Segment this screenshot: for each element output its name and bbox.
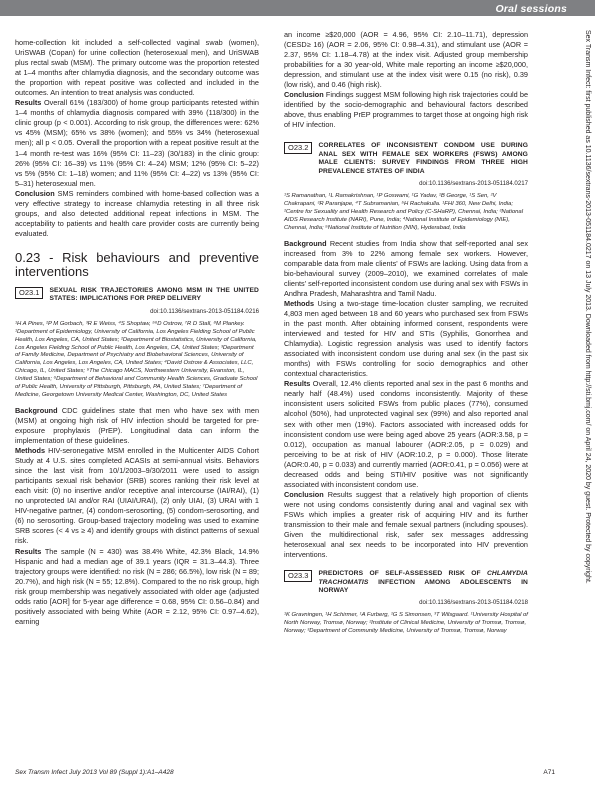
background-paragraph	[15, 406, 259, 446]
intro-paragraph: home-collection kit included a self-collected vaginal swab (women), UriSWAB (Copan) for urine collection (heterosexual men), and UriSWAB plus rectal swab (MSM). The primary outcome was the proportion retested at 1–4 months after chlamydia diagnosis, and the secondary outcome was the proportion with repeat positive was collected and included in the outcomes. An intention to treat analysis was conducted.	[15, 38, 259, 98]
results-paragraph	[15, 98, 259, 188]
abstract3-title	[318, 570, 528, 595]
abstract2-conclusion-paragraph	[284, 490, 528, 560]
footer-journal: Sex Transm Infect July 2013 Vol 89 (Suppl 1):A1–A428	[15, 769, 174, 776]
abstract2-methods-text: Using a two-stage time-location cluster sampling, we recruited 4,803 men aged between 18 and 60 years who purchased sex from FSWs in the past month. After obtaining informed consent, respondents were interviewed and tested for HIV and STIs (Syphilis, Gonorrhea and Chlamydia). Logistic regression analysis was used to identify factors associated with inconsistent condom use during anal sex (in the past six months) with FSWs controlling for socio demographics and other contextual characteristics.	[284, 298, 528, 379]
abstract2-title: CORRELATES OF INCONSISTENT CONDOM USE DURING ANAL SEX WITH FEMALE SEX WORKERS (FSWS) AMONG MALE CLIENTS: SURVEY FINDINGS FROM THREE HIGH PREVALENCE STATES OF INDIA	[318, 142, 528, 175]
background-text: CDC guidelines state that men who have sex with men (MSM) at ongoing high risk of HIV infection should be targeted for pre-exposure prophylaxis (PrEP). Longitudinal data can inform the implementation of these guidelines.	[15, 405, 260, 445]
abstract2-conclusion-label: Conclusion	[284, 489, 324, 499]
abstract-results-label: Results	[15, 546, 42, 556]
abstract2-number: O23.2	[284, 142, 312, 154]
abstract2-results-label: Results	[284, 379, 311, 389]
abstract2-doi[interactable]: doi:10.1136/sextrans-2013-051184.0217	[419, 180, 528, 188]
results-label: Results	[15, 98, 42, 108]
methods-paragraph	[15, 446, 259, 546]
side-note-text: Sex Transm Infect: first published as 10.1136/sextrans-2013-051184.0217 on 13 July 2013. Downloaded from http://sti.bmj.com/ on April 24, 2020 by guest. Protected by copyright.	[584, 30, 591, 584]
abstract-number: O23.1	[15, 287, 43, 299]
abstract2-methods-label: Methods	[284, 298, 314, 308]
right-conclusion-paragraph	[284, 90, 528, 130]
conclusion-label: Conclusion	[15, 188, 55, 198]
footer-page-number: A71	[543, 769, 555, 776]
abstract-results-paragraph	[15, 547, 259, 627]
abstract-o23-2-header	[284, 142, 528, 176]
abstract3-title-prefix: PREDICTORS OF SELF-ASSESSED RISK OF	[318, 570, 487, 578]
abstract2-authors: ¹S Ramanathan, ¹L Ramakrishnan, ¹P Goswami, ¹G Yadav, ¹B George, ¹S Sen, ²V Chakrapani, ³R Paranjape, ⁴T Subramanian, ⁵H Rachakulla. ¹FHI 360, New Delhi, India; ²Centre for Sexuality and Health Research and Policy (C-SHaRP), Chennai, India; ³National AIDS Research Institute (NARI), Pune, India; ⁴National Institute of Epidemiology (NIE), Chennai, India; ⁵National Institute of Nutrition (NIN), Hyderabad, India	[284, 193, 524, 231]
background-label: Background	[15, 405, 58, 415]
abstract2-background-label: Background	[284, 238, 327, 248]
abstract2-results-text: Overall, 12.4% clients reported anal sex in the past 6 months and nearly half (48.4%) used condoms inconsistently. Majority of these inconsistent users solicited FSWs from public places (77%), consumed alcohol (50%), had unprotected vaginal sex (99%) and also reported anal sex with other men (19%). Factors associated with increased odds for inconsistent condom use were being aged above 25 years (AOR:3.58, p = 0.012), occupation as manual labourer (AOR:2.05, p = 0.029) and perceiving to be at risk of HIV (AOR:10.2, p = 0.000). Those literate (AOR:0.40, p = 0.033) and currently married (AOR:0.41, p = 0.056) were at decreased odds and being STI/HIV positive was not significantly associated with inconsistent condom use.	[284, 379, 528, 489]
abstract-o23-1-header	[15, 287, 259, 304]
continued-paragraph: an income ≥$20,000 (AOR = 4.96, 95% CI: 2.10–11.71), depression (CESD≥ 16) (AOR = 2.06, 95% CI: 0.98–4.31), and stimulant use (AOR = 2.37, 95% CI: 1.18–4.78) at the index visit. Adjusted group membership probabilities for a 30 year-old, White male reporting an income ≥$20,000, depression, and stimulant use at the index visit were 0.15 (no risk), 0.39 (low risk), and 0.46 (high risk).	[284, 30, 528, 90]
section-title: 0.23 - Risk behaviours and preventive interventions	[15, 249, 259, 279]
abstract2-background-text: Recent studies from India show that self-reported anal sex increased from 3% to 22% among female sex workers. However, comparable data from male clients' of FSWs are lacking. Using data from a bio-behavioural survey (2009–2010), we examined correlates of male clients' self-reported inconsistent condom use during anal sex with FSWs in Andhra Pradesh, Maharashtra and Tamil Nadu.	[284, 238, 528, 298]
abstract2-methods-paragraph	[284, 299, 528, 379]
methods-text: HIV-seronegative MSM enrolled in the Multicenter AIDS Cohort Study at 4 U.S. sites completed ACASIs at semi-annual visits. Behaviors since the last visit from 10/1/2003–9/30/2011 were used to assign participants sexual risk behavior (SRB) scores ranking their risk level at each visit: (0) no insertive and/or receptive anal intercourse (IAI/RAI), (1) no unprotected IAI and/or RAI (UIAI/URAI), (2) only UIAI, (3) URAI with 1 HIV-negative partner, (4) condom-serosorting, (5) condom-serosorting, and (6) no serosorting. Group-based trajectory modeling was used to examine SRB scores (< 4 vs ≥ 4) and identify groups with distinct patterns of sexual risk.	[15, 446, 259, 546]
conclusion-text: SMS reminders combined with home-based collection was a very effective strategy to increase chlamydia retesting in all three risk groups, and also detected additional repeat infections in MSM. The acceptability to patients and health care provider costs are currently being evaluated.	[15, 188, 259, 238]
abstract-o23-3-header	[284, 570, 528, 595]
abstract2-conclusion-text: Results suggest that a relatively high proportion of clients were not using condoms consistently during anal and vaginal sex with FSWs which implies a greater risk of acquiring HIV and its further transmission to their male and female sexual partners (including spouses). Given the multidirectional risk, safer sex messages addressing heterosexual anal sex needs to be incorporated into HIV prevention interventions.	[284, 489, 528, 560]
abstract3-authors: ¹K Gravningen, ¹H Schirmer, ¹A Furberg, ¹G S Simonsen, ³T Wilsgaard. ¹University Hospital of North Norway, Tromsø, Norway; ²Institute of Clinical Medicine, University of Tromsø, Tromsø, Norway; ³Department of Community Medicine, University of Tromsø, Tromsø, Norway	[284, 612, 528, 635]
left-column	[15, 38, 259, 627]
right-conclusion-text: Findings suggest MSM following high risk trajectories could be identified by the socio-demographic and behavioural factors described above, thus enabling PrEP programmes to target those at ongoing high risk of HIV infection.	[284, 90, 528, 130]
right-column	[284, 30, 528, 642]
results-text: Overall 61% (183/300) of home group participants retested within 1–4 months of chlamydia diagnosis compared with 39% (118/300) in the clinic group (p < 0.001). According to risk group, the differences were: 62% vs 45% (MSM); 65% vs 38% (women); and 55% vs 34% (heterosexual men); all p < 0.05. Overall the proportion with a repeat positive result at the 1–4 month re-test was 16% (95% CI: 11–23) (30/183) in the clinic group: 26% (95% CI: 16–39) vs 11% (95% CI: 4–24) MSM; 12% (95% CI: 5–22) vs 5% (95% CI: 1–18) women; and 11% (95% CI: 4–22) vs 13% (95% CI: 5–31) heterosexual men.	[15, 98, 259, 188]
conclusion-paragraph	[15, 189, 259, 239]
abstract-results-text: The sample (N = 430) was 38.4% White, 42.3% Black, 14.9% Hispanic and had a median age of 39.1 years (IQR = 31.3–44.3). Three trajectory groups were identified: no risk (N = 286; 66.5%), low risk (N = 89; 20.7%), and high risk (N = 55; 12.8%). Compared to the no risk group, high risk group membership was negatively associated with older age (adjusted odds ratio [AOR] for 5-year age difference = 0.68, 95% CI: 0.56–0.84) and positively associated with being White (AOR = 2.12, 95% CI: 0.97–4.62), earning	[15, 546, 259, 626]
right-conclusion-label: Conclusion	[284, 90, 324, 100]
copyright-side-note	[581, 30, 591, 590]
abstract2-results-paragraph	[284, 379, 528, 490]
methods-label: Methods	[15, 446, 45, 456]
abstract3-title-italic: CHLAMYDIA TRACHOMATIS	[318, 570, 528, 586]
abstract-doi[interactable]: doi:10.1136/sextrans-2013-051184.0216	[150, 307, 259, 315]
abstract2-background-paragraph	[284, 239, 528, 299]
abstract3-title-suffix: INFECTION AMONG ADOLESCENTS IN NORWAY	[318, 578, 528, 594]
abstract3-number: O23.3	[284, 570, 312, 582]
abstract3-doi[interactable]: doi:10.1136/sextrans-2013-051184.0218	[419, 599, 528, 607]
abstract-authors: ¹H A Pines, ²P M Gorbach, ³R E Weiss, ⁴S Shoptaw, ⁵⁶D Ostrow, ⁷R D Stall, ⁸M Plankey. ¹Department of Epidemiology, University of California, Los Angeles Fielding School of Public Health, Los Angeles, CA, United States; ²Department of Biostatistics, University of California, Los Angeles Fielding School of Public Health, Los Angeles, CA, United States; ³Department of Family Medicine, Department of Psychiatry and Biobehavioral Sciences, University of California, Los Angeles, Los Angeles, CA, United States; ⁴David Ostrow & Associates, LLC, Chicago, IL, United States; ⁵The Chicago MACS, Northwestern University, Evanston, IL, United States; ⁶Department of Behavioral and Community Health Sciences, Graduate School of Public Health, University of Pittsburgh, Pittsburgh, PA, United States; ⁷Department of Medicine, Georgetown University Medical Center, Washington, DC, United States	[15, 320, 258, 398]
section-header-label: Oral sessions	[495, 3, 567, 15]
abstract-title: SEXUAL RISK TRAJECTORIES AMONG MSM IN THE UNITED STATES: IMPLICATIONS FOR PREP DELIVERY	[49, 286, 259, 303]
